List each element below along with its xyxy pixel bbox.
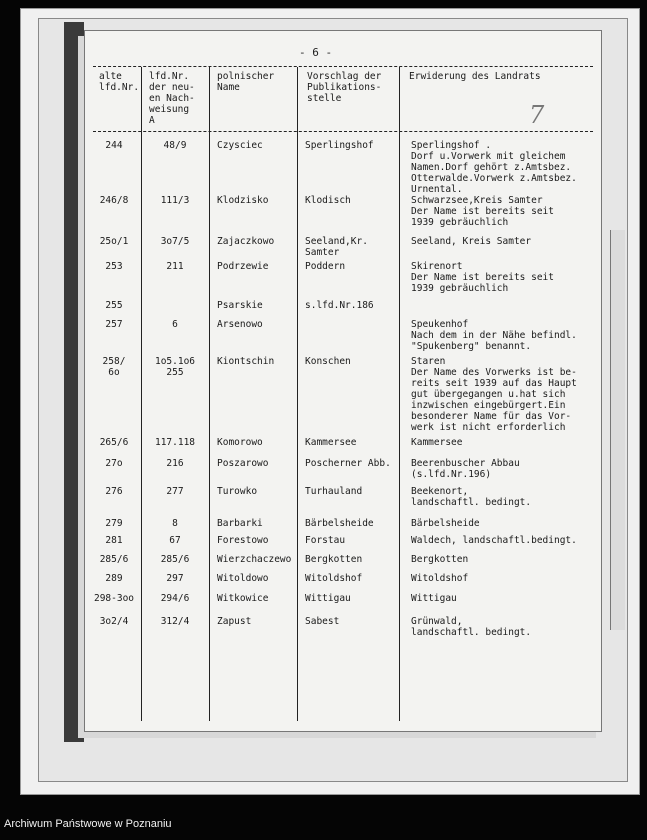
header-top-rule <box>93 66 593 67</box>
cell-polish-name: Podrzewie <box>217 261 269 272</box>
header-polish-name: polnischer Name <box>217 71 275 93</box>
cell-polish-name: Zapust <box>217 616 252 627</box>
cell-reply: Seeland, Kreis Samter <box>411 236 532 247</box>
cell-alt-nr: 276 <box>105 486 123 497</box>
cell-reply: Bärbelsheide <box>411 518 480 529</box>
cell-proposal: Klodisch <box>305 195 351 206</box>
cell-proposal: Forstau <box>305 535 346 546</box>
cell-reply: Witoldshof <box>411 573 469 584</box>
cell-polish-name: Klodzisko <box>217 195 269 206</box>
cell-new-nr: 277 <box>166 486 184 497</box>
cell-proposal: Witoldshof <box>305 573 363 584</box>
cell-reply: Speukenhof Nach dem in der Nähe befindl. "Spukenberg" benannt. <box>411 319 577 352</box>
cell-reply: Kammersee <box>411 437 463 448</box>
cell-alt-nr: 279 <box>105 518 123 529</box>
cell-proposal: Sperlingshof <box>305 140 374 151</box>
cell-new-nr: 216 <box>166 458 184 469</box>
cell-alt-nr: 265/6 <box>99 437 129 448</box>
cell-polish-name: Czysciec <box>217 140 263 151</box>
cell-alt-nr: 257 <box>105 319 123 330</box>
cell-alt-nr: 27o <box>105 458 123 469</box>
cell-new-nr: 48/9 <box>163 140 187 151</box>
cell-reply: Beekenort, landschaftl. bedingt. <box>411 486 532 508</box>
pencil-mark: 7 <box>529 101 545 129</box>
cell-polish-name: Wierzchaczewo <box>217 554 292 565</box>
cell-new-nr: 1o5.1o6 255 <box>154 356 196 378</box>
cell-new-nr: 285/6 <box>160 554 190 565</box>
cell-alt-nr: 25o/1 <box>99 236 129 247</box>
column-divider-1 <box>141 67 142 721</box>
cell-new-nr: 297 <box>166 573 184 584</box>
cell-reply: Schwarzsee,Kreis Samter Der Name ist bereits seit 1939 gebräuchlich <box>411 195 554 228</box>
cell-alt-nr: 285/6 <box>99 554 129 565</box>
cell-alt-nr: 281 <box>105 535 123 546</box>
cell-alt-nr: 298-3oo <box>93 593 135 604</box>
cell-alt-nr: 289 <box>105 573 123 584</box>
cell-new-nr: 312/4 <box>160 616 190 627</box>
cell-proposal: Poddern <box>305 261 346 272</box>
header-reply: Erwiderung des Landrats <box>409 71 541 82</box>
document-page <box>84 30 602 732</box>
cell-polish-name: Kiontschin <box>217 356 275 367</box>
cell-reply: Sperlingshof . Dorf u.Vorwerk mit gleichem Namen.Dorf gehört z.Amtsbez. Otterwalde.Vorwerk z.Amtsbez. Urnental. <box>411 140 577 195</box>
cell-proposal: Seeland,Kr. Samter <box>305 236 368 258</box>
cell-reply: Bergkotten <box>411 554 469 565</box>
cell-reply: Grünwald, landschaftl. bedingt. <box>411 616 532 638</box>
cell-polish-name: Komorowo <box>217 437 263 448</box>
cell-reply: Skirenort Der Name ist bereits seit 1939 gebräuchlich <box>411 261 554 294</box>
column-divider-2 <box>209 67 210 721</box>
cell-proposal: Wittigau <box>305 593 351 604</box>
cell-new-nr: 8 <box>172 518 178 529</box>
cell-polish-name: Turowko <box>217 486 258 497</box>
cell-alt-nr: 255 <box>105 300 123 311</box>
cell-proposal: Turhauland <box>305 486 363 497</box>
cell-new-nr: 294/6 <box>160 593 190 604</box>
cell-polish-name: Barbarki <box>217 518 263 529</box>
cell-reply: Beerenbuscher Abbau (s.lfd.Nr.196) <box>411 458 520 480</box>
header-alt-nr: alte lfd.Nr. <box>99 71 140 93</box>
cell-proposal: Bergkotten <box>305 554 363 565</box>
header-bottom-rule <box>93 131 593 132</box>
cell-new-nr: 211 <box>166 261 184 272</box>
side-tab <box>610 230 625 630</box>
header-new-nr: lfd.Nr. der neu- en Nach- weisung A <box>149 71 195 126</box>
cell-alt-nr: 253 <box>105 261 123 272</box>
cell-new-nr: 3o7/5 <box>160 236 190 247</box>
cell-proposal: Konschen <box>305 356 351 367</box>
cell-alt-nr: 244 <box>105 140 123 151</box>
cell-polish-name: Witkowice <box>217 593 269 604</box>
cell-polish-name: Arsenowo <box>217 319 263 330</box>
cell-proposal: Sabest <box>305 616 340 627</box>
cell-reply: Wittigau <box>411 593 457 604</box>
cell-new-nr: 111/3 <box>160 195 190 206</box>
cell-new-nr: 117.118 <box>154 437 196 448</box>
binding-edge <box>64 22 84 742</box>
cell-polish-name: Forestowo <box>217 535 269 546</box>
page-number: - 6 - <box>299 46 333 59</box>
column-divider-4 <box>399 67 400 721</box>
header-proposal: Vorschlag der Publikations- stelle <box>307 71 382 104</box>
cell-reply: Staren Der Name des Vorwerks ist be- reits seit 1939 auf das Haupt gut übergegangen u.hat sich inzwischen eingebürgert.Ein besonderer Name für das Vor- werk ist nicht erforderlich <box>411 356 577 433</box>
cell-polish-name: Zajaczkowo <box>217 236 275 247</box>
cell-polish-name: Poszarowo <box>217 458 269 469</box>
cell-polish-name: Witoldowo <box>217 573 269 584</box>
cell-alt-nr: 258/ 6o <box>102 356 126 378</box>
cell-proposal: Kammersee <box>305 437 357 448</box>
cell-proposal: s.lfd.Nr.186 <box>305 300 374 311</box>
cell-proposal: Bärbelsheide <box>305 518 374 529</box>
cell-reply: Waldech, landschaftl.bedingt. <box>411 535 577 546</box>
archive-caption: Archiwum Państwowe w Poznaniu <box>4 818 172 830</box>
cell-alt-nr: 246/8 <box>99 195 129 206</box>
cell-new-nr: 67 <box>169 535 181 546</box>
cell-alt-nr: 3o2/4 <box>99 616 129 627</box>
cell-proposal: Poscherner Abb. <box>305 458 391 469</box>
cell-new-nr: 6 <box>172 319 178 330</box>
cell-polish-name: Psarskie <box>217 300 263 311</box>
